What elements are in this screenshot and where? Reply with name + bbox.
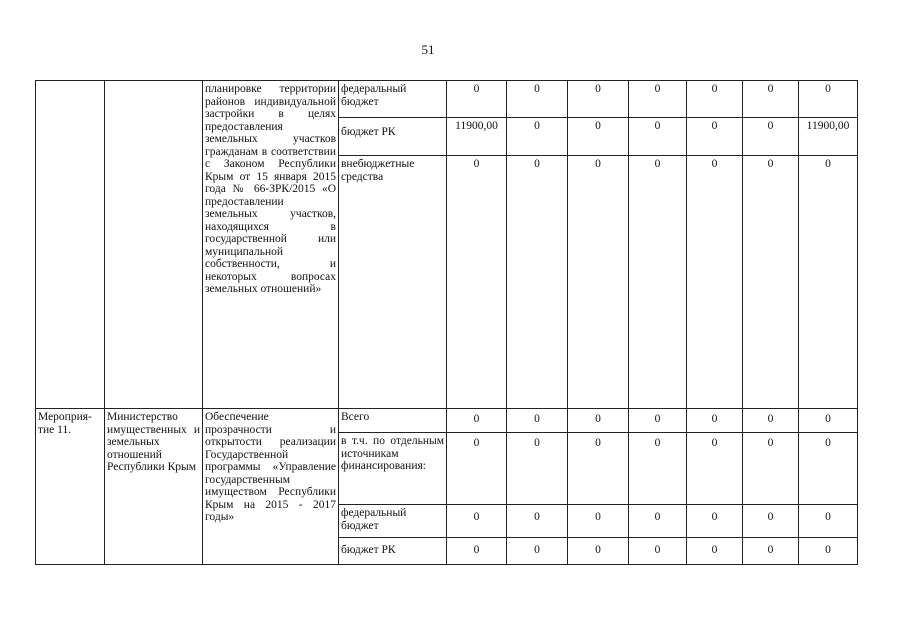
value-cell: 0 — [568, 81, 629, 118]
value-cell: 0 — [447, 81, 507, 118]
value-cell: 0 — [447, 433, 507, 505]
value-cell: 0 — [799, 156, 858, 409]
value-cell: 0 — [507, 433, 568, 505]
table-row — [36, 409, 858, 433]
event-label: Мероприя-тие 11. — [36, 409, 105, 565]
value-cell: 0 — [447, 505, 507, 538]
event-cell — [36, 81, 105, 409]
value-cell: 0 — [568, 156, 629, 409]
funding-source: бюджет РК — [339, 538, 447, 565]
funding-source: федеральный бюджет — [339, 81, 447, 118]
value-cell: 0 — [743, 433, 799, 505]
value-cell: 0 — [799, 433, 858, 505]
value-cell: 11900,00 — [799, 118, 858, 156]
value-cell: 0 — [629, 409, 687, 433]
value-cell: 0 — [507, 156, 568, 409]
value-cell: 0 — [507, 505, 568, 538]
value-cell: 0 — [447, 538, 507, 565]
value-cell: 0 — [743, 538, 799, 565]
value-cell: 0 — [687, 156, 743, 409]
value-cell: 0 — [447, 409, 507, 433]
value-cell: 0 — [568, 409, 629, 433]
value-cell: 0 — [629, 118, 687, 156]
value-cell: 0 — [687, 118, 743, 156]
value-cell: 0 — [743, 156, 799, 409]
funding-source: бюджет РК — [339, 118, 447, 156]
funding-source: федеральный бюджет — [339, 505, 447, 538]
value-cell: 0 — [629, 433, 687, 505]
funding-source: в т.ч. по отдельным источникам финансирования: — [339, 433, 447, 505]
value-cell: 0 — [687, 538, 743, 565]
value-cell: 0 — [687, 409, 743, 433]
page-number: 51 — [421, 42, 435, 57]
value-cell: 0 — [447, 156, 507, 409]
value-cell: 0 — [743, 118, 799, 156]
value-cell: 0 — [568, 433, 629, 505]
value-cell: 0 — [687, 81, 743, 118]
value-cell: 0 — [507, 409, 568, 433]
value-cell: 0 — [629, 81, 687, 118]
value-cell: 0 — [799, 505, 858, 538]
value-cell: 0 — [507, 538, 568, 565]
value-cell: 0 — [629, 156, 687, 409]
value-cell: 0 — [687, 505, 743, 538]
funding-source: Всего — [339, 409, 447, 433]
funding-source: внебюджетные средства — [339, 156, 447, 409]
value-cell: 0 — [743, 505, 799, 538]
value-cell: 0 — [507, 81, 568, 118]
value-cell: 0 — [507, 118, 568, 156]
value-cell: 0 — [743, 409, 799, 433]
value-cell: 0 — [799, 409, 858, 433]
value-cell: 0 — [687, 433, 743, 505]
value-cell: 0 — [568, 118, 629, 156]
value-cell: 0 — [799, 81, 858, 118]
value-cell: 0 — [799, 538, 858, 565]
value-cell: 0 — [629, 505, 687, 538]
event-executor: Министерство имущественных и земельных отношений Республики Крым — [105, 409, 203, 565]
value-cell: 0 — [743, 81, 799, 118]
value-cell: 0 — [568, 538, 629, 565]
event-description: планировке территории районов индивидуальной застройки в целях предоставления земельных участков гражданам в соответствии с Законом Республики Крым от 15 января 2015 года № 66-ЗРК/2015 «О предоставлении земельных участков, находящихся в государственной или муниципальной собственности, и некоторых вопросах земельных отношений» — [203, 81, 339, 409]
value-cell: 11900,00 — [447, 118, 507, 156]
event-description: Обеспечение прозрачности и открытости реализации Государственной программы «Управление государственным имуществом Республики Крым на 2015 - 2017 годы» — [203, 409, 339, 565]
value-cell: 0 — [629, 538, 687, 565]
value-cell: 0 — [568, 505, 629, 538]
table-row — [36, 81, 858, 118]
program-funding-table — [35, 80, 858, 565]
executor-cell — [105, 81, 203, 409]
